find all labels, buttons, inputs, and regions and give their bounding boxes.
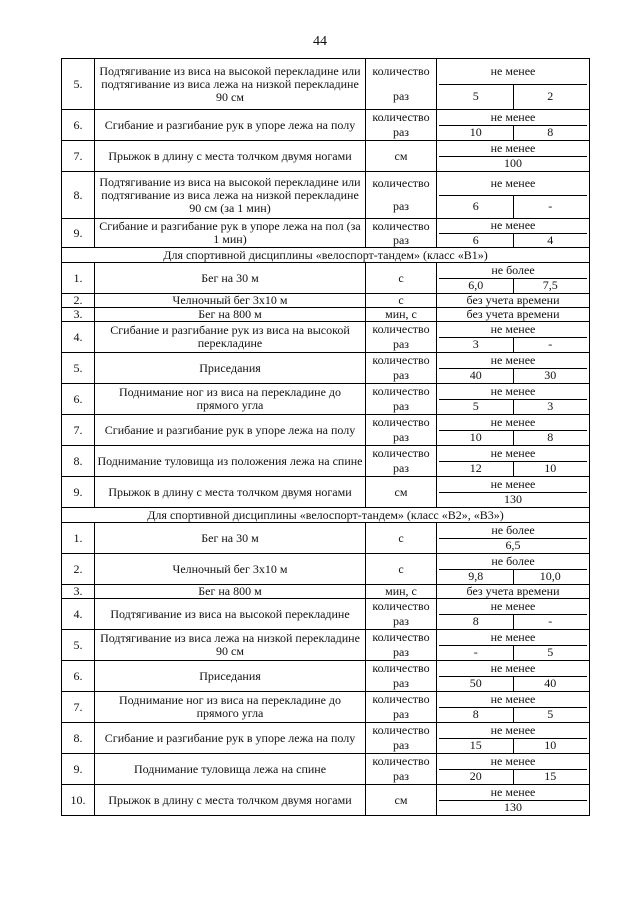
section-row — [62, 248, 590, 263]
norm-cell — [437, 110, 590, 141]
unit-cell — [366, 785, 437, 816]
unit-label: раз — [392, 199, 410, 213]
table-row — [62, 477, 590, 508]
table-row — [62, 785, 590, 816]
unit-label: раз — [392, 707, 410, 721]
exercise-name: Приседания — [95, 353, 366, 384]
table-row — [62, 523, 590, 554]
unit-cell — [366, 723, 437, 754]
unit-box — [368, 219, 434, 247]
unit-label: количество — [372, 176, 430, 190]
unit-cell — [366, 322, 437, 353]
norm-value: - — [473, 645, 478, 660]
unit-label: количество — [372, 110, 430, 124]
norm-values — [439, 708, 587, 723]
norm-cell — [437, 692, 590, 723]
unit-label: раз — [392, 89, 410, 103]
unit-cell — [366, 661, 437, 692]
unit-cell — [366, 110, 437, 141]
exercise-name: Поднимание туловища из положения лежа на спине — [95, 446, 366, 477]
table-row — [62, 294, 590, 308]
norm-qualifier: не менее — [439, 446, 587, 462]
unit-cell — [366, 554, 437, 585]
unit-box — [368, 415, 434, 445]
row-number: 9. — [62, 219, 95, 248]
table-row — [62, 554, 590, 585]
unit-box — [368, 172, 434, 218]
norm-box — [439, 59, 587, 109]
norm-box — [439, 141, 587, 171]
norm-value: без учета времени — [437, 294, 590, 308]
exercise-name: Челночный бег 3x10 м — [95, 554, 366, 585]
norm-values — [439, 279, 587, 294]
row-number: 7. — [62, 692, 95, 723]
row-number: 4. — [62, 599, 95, 630]
norm-box — [439, 692, 587, 722]
norm-value: 30 — [513, 369, 588, 384]
row-number: 2. — [62, 294, 95, 308]
table-row — [62, 141, 590, 172]
norm-cell — [437, 322, 590, 353]
norm-cell — [437, 723, 590, 754]
norm-value: - — [513, 338, 588, 353]
row-number: 6. — [62, 384, 95, 415]
unit-cell — [366, 219, 437, 248]
row-number: 3. — [62, 308, 95, 322]
unit-label: количество — [372, 218, 430, 233]
norm-values — [439, 338, 587, 353]
unit-label: раз — [392, 461, 410, 475]
norm-value: 20 — [469, 769, 482, 784]
unit-label: раз — [392, 738, 410, 752]
norm-value: 10 — [513, 739, 588, 754]
norm-cell — [437, 141, 590, 172]
norm-box — [439, 523, 587, 553]
standards-table — [61, 58, 590, 816]
norm-qualifier: не менее — [439, 415, 587, 431]
norm-value: 5 — [513, 646, 588, 661]
exercise-name: Приседания — [95, 661, 366, 692]
norm-values — [439, 539, 587, 554]
row-number: 6. — [62, 661, 95, 692]
norm-value: 40 — [469, 368, 482, 383]
norm-box — [439, 754, 587, 784]
norm-value: 130 — [504, 492, 522, 507]
norm-qualifier: не менее — [439, 59, 587, 85]
norm-box — [439, 554, 587, 584]
unit-cell — [366, 172, 437, 219]
section-header: Для спортивной дисциплины «велоспорт-тандем» (класс «В1») — [62, 248, 590, 263]
table-row — [62, 599, 590, 630]
unit-box — [368, 477, 434, 507]
table-row — [62, 754, 590, 785]
unit-cell — [366, 523, 437, 554]
row-number: 8. — [62, 172, 95, 219]
norm-value: 5 — [513, 708, 588, 723]
unit-label: количество — [372, 754, 430, 768]
unit-cell — [366, 692, 437, 723]
row-number: 5. — [62, 630, 95, 661]
exercise-name: Сгибание и разгибание рук в упоре лежа на полу — [95, 415, 366, 446]
exercise-name: Сгибание и разгибание рук в упоре лежа на полу — [95, 723, 366, 754]
unit-label: раз — [392, 614, 410, 628]
norm-values — [439, 126, 587, 141]
norm-value: 3 — [513, 400, 588, 415]
norm-qualifier: не менее — [439, 384, 587, 400]
exercise-name: Поднимание туловища лежа на спине — [95, 754, 366, 785]
norm-qualifier: не менее — [439, 692, 587, 708]
norm-values — [439, 234, 587, 248]
norm-value: 7,5 — [513, 279, 588, 294]
unit-label: раз — [392, 125, 410, 139]
norm-qualifier: не менее — [439, 219, 587, 234]
norm-value: 10 — [513, 462, 588, 477]
norm-value: 15 — [513, 770, 588, 785]
row-number: 5. — [62, 353, 95, 384]
exercise-name: Прыжок в длину с места толчком двумя ногами — [95, 785, 366, 816]
unit-box — [368, 692, 434, 722]
norm-values — [439, 157, 587, 172]
unit-label: раз — [392, 232, 410, 247]
unit-box — [368, 599, 434, 629]
norm-values — [439, 462, 587, 477]
norm-qualifier: не более — [439, 554, 587, 570]
unit-label: количество — [372, 446, 430, 460]
unit-cell — [366, 446, 437, 477]
unit-label: количество — [372, 415, 430, 429]
unit-box — [368, 110, 434, 140]
norm-qualifier: не менее — [439, 723, 587, 739]
unit-label: количество — [372, 322, 430, 336]
table-row — [62, 59, 590, 110]
norm-box — [439, 172, 587, 218]
unit-label: раз — [392, 430, 410, 444]
norm-box — [439, 599, 587, 629]
row-number: 9. — [62, 754, 95, 785]
unit-box — [368, 554, 434, 584]
exercise-name: Бег на 30 м — [95, 263, 366, 294]
unit-cell: мин, с — [366, 308, 437, 322]
norm-qualifier: не менее — [439, 661, 587, 677]
norm-qualifier: не более — [439, 263, 587, 279]
norm-value: 6 — [472, 232, 479, 247]
unit-label: количество — [372, 64, 430, 78]
unit-label: см — [394, 148, 408, 163]
exercise-name: Подтягивание из виса на высокой перекладине или подтягивание из виса лежа на низкой перекладине 90 см (за 1 мин) — [95, 172, 366, 219]
unit-box — [368, 523, 434, 553]
norm-value: 5 — [472, 89, 479, 104]
unit-box — [368, 322, 434, 352]
table-row — [62, 219, 590, 248]
exercise-name: Сгибание и разгибание рук в упоре лежа на полу — [95, 110, 366, 141]
norm-qualifier: не менее — [439, 785, 587, 801]
norm-value: 10 — [469, 430, 482, 445]
unit-cell: мин, с — [366, 585, 437, 599]
unit-box — [368, 661, 434, 691]
page-number: 44 — [313, 34, 327, 49]
norm-qualifier: не менее — [439, 599, 587, 615]
norm-value: 8 — [513, 126, 588, 141]
table-row — [62, 172, 590, 219]
norm-box — [439, 446, 587, 476]
unit-label: количество — [372, 353, 430, 367]
unit-box — [368, 353, 434, 383]
exercise-name: Сгибание и разгибание рук из виса на высокой перекладине — [95, 322, 366, 353]
unit-label: количество — [372, 599, 430, 613]
norm-box — [439, 353, 587, 383]
unit-box — [368, 59, 434, 109]
norm-box — [439, 219, 587, 247]
unit-label: количество — [372, 692, 430, 706]
norm-values — [439, 570, 587, 585]
norm-value: 40 — [513, 677, 588, 692]
norm-cell — [437, 384, 590, 415]
norm-value: 6,0 — [468, 278, 484, 293]
unit-cell — [366, 141, 437, 172]
unit-label: количество — [372, 723, 430, 737]
exercise-name: Поднимание ног из виса на перекладине до прямого угла — [95, 384, 366, 415]
table-row — [62, 630, 590, 661]
norm-cell — [437, 554, 590, 585]
table-row — [62, 661, 590, 692]
table-row — [62, 415, 590, 446]
table-row — [62, 110, 590, 141]
norm-box — [439, 785, 587, 815]
unit-label: см — [394, 484, 408, 499]
norm-qualifier: не более — [439, 523, 587, 539]
norm-box — [439, 477, 587, 507]
exercise-name: Прыжок в длину с места толчком двумя ногами — [95, 141, 366, 172]
standards-table-body — [62, 59, 590, 816]
unit-box — [368, 384, 434, 414]
norm-values — [439, 369, 587, 384]
norm-values — [439, 615, 587, 630]
section-row — [62, 508, 590, 523]
norm-values — [439, 801, 587, 816]
norm-qualifier: не менее — [439, 141, 587, 157]
unit-label: раз — [392, 676, 410, 690]
exercise-name: Подтягивание из виса на высокой перекладине — [95, 599, 366, 630]
norm-values — [439, 770, 587, 785]
row-number: 1. — [62, 523, 95, 554]
norm-value: 5 — [472, 399, 479, 414]
row-number: 10. — [62, 785, 95, 816]
row-number: 8. — [62, 446, 95, 477]
norm-values — [439, 493, 587, 508]
table-row — [62, 585, 590, 599]
unit-label: количество — [372, 630, 430, 644]
row-number: 7. — [62, 415, 95, 446]
unit-box — [368, 446, 434, 476]
norm-value: 9,8 — [468, 569, 484, 584]
norm-qualifier: не менее — [439, 754, 587, 770]
norm-qualifier: не менее — [439, 477, 587, 493]
table-row — [62, 322, 590, 353]
norm-qualifier: не менее — [439, 172, 587, 196]
row-number: 9. — [62, 477, 95, 508]
norm-cell — [437, 630, 590, 661]
exercise-name: Прыжок в длину с места толчком двумя ногами — [95, 477, 366, 508]
norm-values — [439, 196, 587, 219]
unit-box — [368, 263, 434, 293]
row-number: 1. — [62, 263, 95, 294]
table-row — [62, 723, 590, 754]
norm-value: 10,0 — [513, 570, 588, 585]
unit-cell — [366, 754, 437, 785]
unit-cell — [366, 263, 437, 294]
row-number: 3. — [62, 585, 95, 599]
unit-cell — [366, 630, 437, 661]
norm-value: 4 — [513, 234, 588, 248]
norm-cell — [437, 415, 590, 446]
norm-box — [439, 661, 587, 691]
norm-values — [439, 85, 587, 110]
norm-qualifier: не менее — [439, 353, 587, 369]
norm-value: - — [513, 196, 588, 219]
unit-label: с — [398, 270, 404, 285]
unit-label: см — [394, 792, 408, 807]
norm-value: 50 — [469, 676, 482, 691]
norm-value: без учета времени — [437, 308, 590, 322]
norm-values — [439, 677, 587, 692]
unit-label: с — [398, 561, 404, 576]
exercise-name: Сгибание и разгибание рук в упоре лежа на пол (за 1 мин) — [95, 219, 366, 248]
norm-value: 6,5 — [505, 538, 521, 553]
norm-value: 3 — [472, 337, 479, 352]
norm-value: 8 — [472, 614, 479, 629]
exercise-name: Бег на 800 м — [95, 585, 366, 599]
exercise-name: Бег на 30 м — [95, 523, 366, 554]
table-row — [62, 692, 590, 723]
exercise-name: Бег на 800 м — [95, 308, 366, 322]
unit-label: количество — [372, 384, 430, 398]
norm-cell — [437, 477, 590, 508]
table-row — [62, 446, 590, 477]
row-number: 5. — [62, 59, 95, 110]
row-number: 8. — [62, 723, 95, 754]
norm-value: 10 — [469, 125, 482, 140]
norm-cell — [437, 263, 590, 294]
norm-value: 6 — [472, 199, 479, 214]
exercise-name: Поднимание ног из виса на перекладине до прямого угла — [95, 692, 366, 723]
norm-cell — [437, 785, 590, 816]
unit-box — [368, 141, 434, 171]
norm-value: 8 — [472, 707, 479, 722]
norm-box — [439, 110, 587, 140]
unit-cell — [366, 599, 437, 630]
unit-label: раз — [392, 368, 410, 382]
table-row — [62, 263, 590, 294]
unit-box — [368, 723, 434, 753]
table-row — [62, 384, 590, 415]
norm-cell — [437, 523, 590, 554]
norm-box — [439, 322, 587, 352]
exercise-name: Подтягивание из виса на высокой перекладине или подтягивание из виса лежа на низкой перекладине 90 см — [95, 59, 366, 110]
unit-cell — [366, 384, 437, 415]
norm-box — [439, 630, 587, 660]
norm-value: без учета времени — [437, 585, 590, 599]
unit-label: раз — [392, 337, 410, 351]
unit-box — [368, 630, 434, 660]
norm-box — [439, 384, 587, 414]
norm-cell — [437, 172, 590, 219]
row-number: 4. — [62, 322, 95, 353]
norm-qualifier: не менее — [439, 110, 587, 126]
unit-cell — [366, 59, 437, 110]
norm-value: 12 — [469, 461, 482, 476]
norm-value: 15 — [469, 738, 482, 753]
table-row — [62, 308, 590, 322]
norm-cell — [437, 353, 590, 384]
exercise-name: Подтягивание из виса лежа на низкой перекладине 90 см — [95, 630, 366, 661]
norm-values — [439, 400, 587, 415]
unit-box — [368, 754, 434, 784]
norm-cell — [437, 219, 590, 248]
unit-label: с — [398, 530, 404, 545]
norm-qualifier: не менее — [439, 322, 587, 338]
row-number: 2. — [62, 554, 95, 585]
norm-cell — [437, 599, 590, 630]
norm-cell — [437, 446, 590, 477]
norm-box — [439, 723, 587, 753]
norm-value: - — [513, 615, 588, 630]
norm-box — [439, 263, 587, 293]
unit-cell — [366, 353, 437, 384]
norm-cell — [437, 59, 590, 110]
table-row — [62, 353, 590, 384]
norm-values — [439, 431, 587, 446]
norm-qualifier: не менее — [439, 630, 587, 646]
unit-label: раз — [392, 399, 410, 413]
norm-value: 100 — [504, 156, 522, 171]
norm-box — [439, 415, 587, 445]
unit-label: раз — [392, 769, 410, 783]
unit-label: раз — [392, 645, 410, 659]
norm-cell — [437, 661, 590, 692]
unit-label: количество — [372, 661, 430, 675]
unit-box — [368, 785, 434, 815]
unit-cell: с — [366, 294, 437, 308]
norm-value: 130 — [504, 800, 522, 815]
norm-value: 2 — [513, 85, 588, 110]
row-number: 7. — [62, 141, 95, 172]
exercise-name: Челночный бег 3x10 м — [95, 294, 366, 308]
unit-cell — [366, 477, 437, 508]
norm-values — [439, 646, 587, 661]
norm-values — [439, 739, 587, 754]
unit-cell — [366, 415, 437, 446]
section-header: Для спортивной дисциплины «велоспорт-тандем» (класс «В2», «В3») — [62, 508, 590, 523]
norm-value: 8 — [513, 431, 588, 446]
norm-cell — [437, 754, 590, 785]
row-number: 6. — [62, 110, 95, 141]
